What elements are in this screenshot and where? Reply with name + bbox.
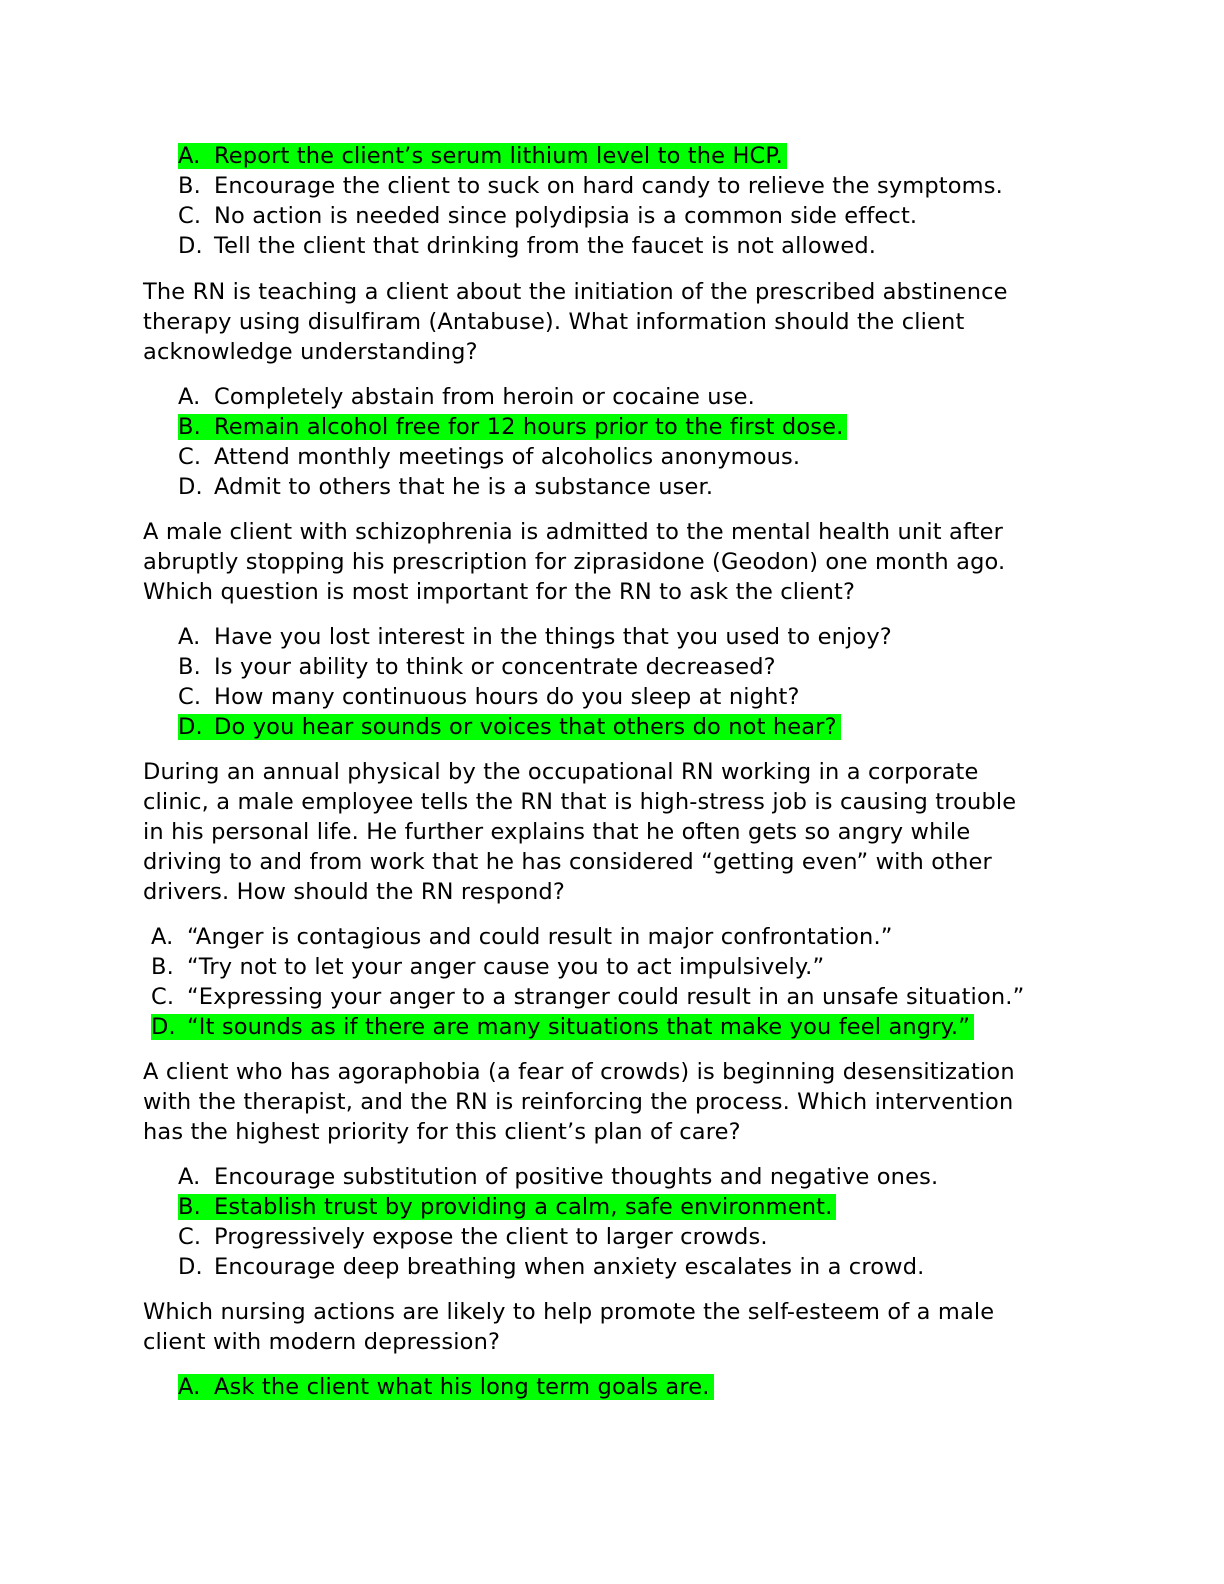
answer-option: B. Is your ability to think or concentrate decreased? [178, 654, 776, 680]
question-stem: The RN is teaching a client about the initiation of the prescribed abstinence therapy using disulfiram (Antabuse). What information should the client acknowledge understanding? [143, 279, 1008, 365]
question-stem: A client who has agoraphobia (a fear of crowds) is beginning desensitization with the therapist, and the RN is reinforcing the process. Which intervention has the highest priority for this client’s plan of care? [143, 1059, 1015, 1145]
answer-option: B. Establish trust by providing a calm, safe environment. [178, 1192, 836, 1222]
question-stem: During an annual physical by the occupational RN working in a corporate clinic, a male employee tells the RN that is high-stress job is causing trouble in his personal life. He further explains that he often gets so angry while driving to and from work that he has considered “getting even” with other drivers. How should the RN respond? [143, 759, 1017, 905]
question-stem: Which nursing actions are likely to help promote the self-esteem of a male client with modern depression? [143, 1299, 995, 1355]
answer-option: C. How many continuous hours do you sleep at night? [178, 684, 800, 710]
answer-option: A. Report the client’s serum lithium level to the HCP. [178, 141, 787, 171]
answer-option: C. “Expressing your anger to a stranger could result in an unsafe situation.” [151, 984, 1025, 1010]
answer-option: D. Tell the client that drinking from the faucet is not allowed. [178, 233, 877, 259]
answer-option: D. “It sounds as if there are many situations that make you feel angry.” [151, 1012, 974, 1042]
answer-option: A. “Anger is contagious and could result in major confrontation.” [151, 924, 893, 950]
answer-option: B. “Try not to let your anger cause you to act impulsively.” [151, 954, 825, 980]
answer-option: C. No action is needed since polydipsia is a common side effect. [178, 203, 918, 229]
question-stem: A male client with schizophrenia is admitted to the mental health unit after abruptly stopping his prescription for ziprasidone (Geodon) one month ago. Which question is most important for the RN to ask the client? [143, 519, 1006, 605]
answer-option: B. Remain alcohol free for 12 hours prior to the first dose. [178, 412, 847, 442]
answer-option: A. Have you lost interest in the things that you used to enjoy? [178, 624, 892, 650]
answer-option: B. Encourage the client to suck on hard candy to relieve the symptoms. [178, 173, 1003, 199]
answer-option: D. Encourage deep breathing when anxiety escalates in a crowd. [178, 1254, 925, 1280]
answer-option: C. Attend monthly meetings of alcoholics anonymous. [178, 444, 801, 470]
answer-option: A. Completely abstain from heroin or cocaine use. [178, 384, 755, 410]
answer-option: A. Encourage substitution of positive thoughts and negative ones. [178, 1164, 939, 1190]
answer-option: C. Progressively expose the client to larger crowds. [178, 1224, 768, 1250]
answer-option: A. Ask the client what his long term goals are. [178, 1372, 714, 1402]
answer-option: D. Do you hear sounds or voices that others do not hear? [178, 712, 841, 742]
answer-option: D. Admit to others that he is a substance user. [178, 474, 714, 500]
